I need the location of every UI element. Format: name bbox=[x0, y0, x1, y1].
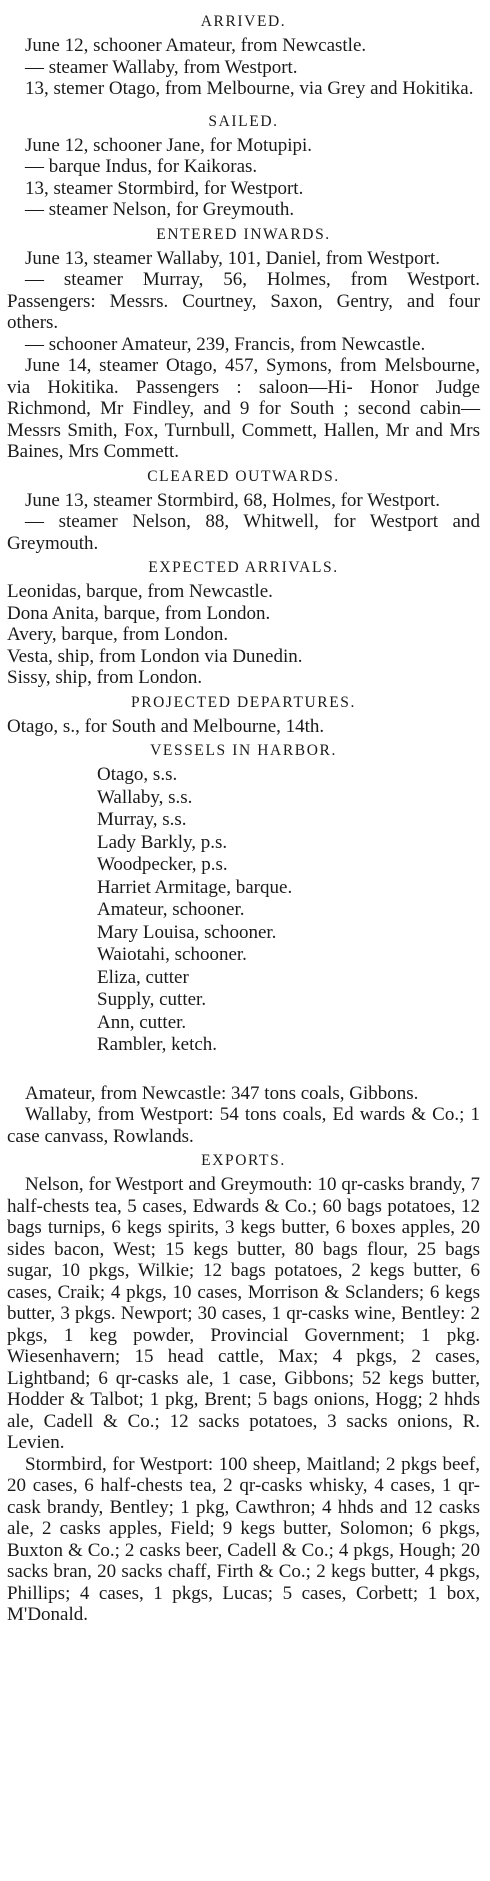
vessel-item: Waiotahi, schooner. bbox=[97, 944, 247, 965]
expected-entry: Sissy, ship, from London. bbox=[7, 667, 203, 688]
vessel-item: Rambler, ketch. bbox=[97, 1034, 218, 1055]
entered-entry: — steamer Murray, 56, Holmes, from Westport. Passengers: Messrs. Courtney, Saxon, Gentry, and four others. bbox=[7, 269, 480, 333]
expected-entry: Vesta, ship, from London via Dunedin. bbox=[7, 645, 303, 667]
entered-entry: June 14, steamer Otago, 457, Symons, from Melsbourne, via Hokitika. Passengers : saloon—Hi- Honor Judge Richmond, Mr Findley, and 9 for South ; second cabin—Messrs Smith, Fox, Turnbull, Commett, Hallen, Mr and Mrs Baines, Mrs Commett. bbox=[7, 355, 480, 462]
arrived-entry: 13, stemer Otago, from Melbourne, via Grey and Hokitika. bbox=[25, 78, 474, 99]
cleared-heading: CLEARED OUTWARDS. bbox=[147, 467, 340, 485]
projected-heading: PROJECTED DEPARTURES. bbox=[130, 693, 357, 711]
arrived-entry: June 12, schooner Amateur, from Newcastle. bbox=[25, 35, 367, 56]
sailed-entry: — barque Indus, for Kaikoras. bbox=[25, 156, 258, 177]
vessel-item: Harriet Armitage, barque. bbox=[97, 876, 293, 898]
entered-heading: ENTERED INWARDS. bbox=[156, 225, 331, 243]
vessels-heading: VESSELS IN HARBOR. bbox=[150, 742, 337, 759]
vessel-item: Woodpecker, p.s. bbox=[97, 854, 228, 875]
vessel-item: Wallaby, s.s. bbox=[97, 786, 193, 808]
vessel-item: Lady Barkly, p.s. bbox=[97, 831, 228, 853]
vessel-item: Ann, cutter. bbox=[97, 1011, 187, 1033]
arrived-heading: ARRIVED. bbox=[200, 13, 287, 30]
vessel-item: Murray, s.s. bbox=[97, 809, 187, 830]
vessel-item: Amateur, schooner. bbox=[97, 899, 245, 920]
exports-heading: EXPORTS. bbox=[201, 1152, 286, 1169]
vessels-list bbox=[7, 764, 480, 1057]
arrived-entry: — steamer Wallaby, from Westport. bbox=[25, 56, 298, 78]
vessel-item: Supply, cutter. bbox=[97, 989, 207, 1010]
import-entry: Wallaby, from Westport: 54 tons coals, Ed wards & Co.; 1 case canvass, Rowlands. bbox=[7, 1104, 480, 1147]
vessel-item: Eliza, cutter bbox=[97, 966, 189, 988]
expected-entry: Leonidas, barque, from Newcastle. bbox=[7, 581, 273, 602]
export-entry: Nelson, for Westport and Greymouth: 10 qr-casks brandy, 7 half-chests tea, 5 cases, Edwards & Co.; 60 bags potatoes, 12 bags turnips, 6 kegs spirits, 3 kegs butter, 6 boxes apples, 20 sides bacon, West; 15 kegs butter, 80 bags flour, 25 bags sugar, 10 pkgs, Wilkie; 12 bags potatoes, 2 kegs butter, 6 cases, Craik; 4 pkgs, 10 cases, Morrison & Sclanders; 6 kegs butter, 3 pkgs. Newport; 30 cases, 1 qr-casks wine, Bentley: 2 pkgs, 1 keg powder, Provincial Government; 1 pkg. Wiesenhavern; 15 head cattle, Max; 4 pkgs, 2 cases, Lightband; 6 qr-casks ale, 1 case, Gibbons; 52 kegs butter, Hodder & Talbot; 1 pkg, Brent; 5 bags onions, Hogg; 2 hhds ale, Cadell & Co.; 12 sacks potatoes, 3 sacks onions, R. Levien. bbox=[7, 1174, 480, 1453]
cleared-entry: — steamer Nelson, 88, Whitwell, for Westport and Greymouth. bbox=[7, 511, 480, 554]
export-entry: Stormbird, for Westport: 100 sheep, Maitland; 2 pkgs beef, 20 cases, 6 half-chests tea, 2 qr-casks whisky, 4 cases, 1 qr-cask brandy, Bentley; 1 pkg, Cawthron; 4 hhds and 12 casks ale, 2 casks apples, Field; 9 kegs butter, Solomon; 6 pkgs, Buxton & Co.; 2 casks beer, Cadell & Co.; 4 pkgs, Hough; 20 sacks bran, 20 sacks chaff, Firth & Co.; 2 kegs butter, 4 pkgs, Phillips; 4 cases, 1 pkgs, Lucas; 5 cases, Corbett; 1 box, M'Donald. bbox=[7, 1453, 480, 1625]
expected-entry: Avery, barque, from London. bbox=[7, 624, 229, 645]
sailed-heading: SAILED. bbox=[208, 112, 279, 130]
sailed-entry: — steamer Nelson, for Greymouth. bbox=[25, 199, 295, 220]
vessel-item: Mary Louisa, schooner. bbox=[97, 921, 277, 943]
cleared-entry: June 13, steamer Stormbird, 68, Holmes, for Westport. bbox=[25, 489, 441, 511]
projected-entry: Otago, s., for South and Melbourne, 14th. bbox=[7, 715, 325, 737]
entered-entry: — schooner Amateur, 239, Francis, from Newcastle. bbox=[25, 333, 426, 355]
entered-entry: June 13, steamer Wallaby, 101, Daniel, from Westport. bbox=[25, 247, 441, 269]
import-entry: Amateur, from Newcastle: 347 tons coals, Gibbons. bbox=[25, 1082, 419, 1104]
expected-entry: Dona Anita, barque, from London. bbox=[7, 602, 271, 624]
sailed-entry: 13, steamer Stormbird, for Westport. bbox=[25, 177, 304, 199]
expected-heading: EXPECTED ARRIVALS. bbox=[148, 559, 339, 576]
vessel-item: Otago, s.s. bbox=[97, 764, 178, 785]
sailed-entry: June 12, schooner Jane, for Motupipi. bbox=[25, 134, 313, 156]
